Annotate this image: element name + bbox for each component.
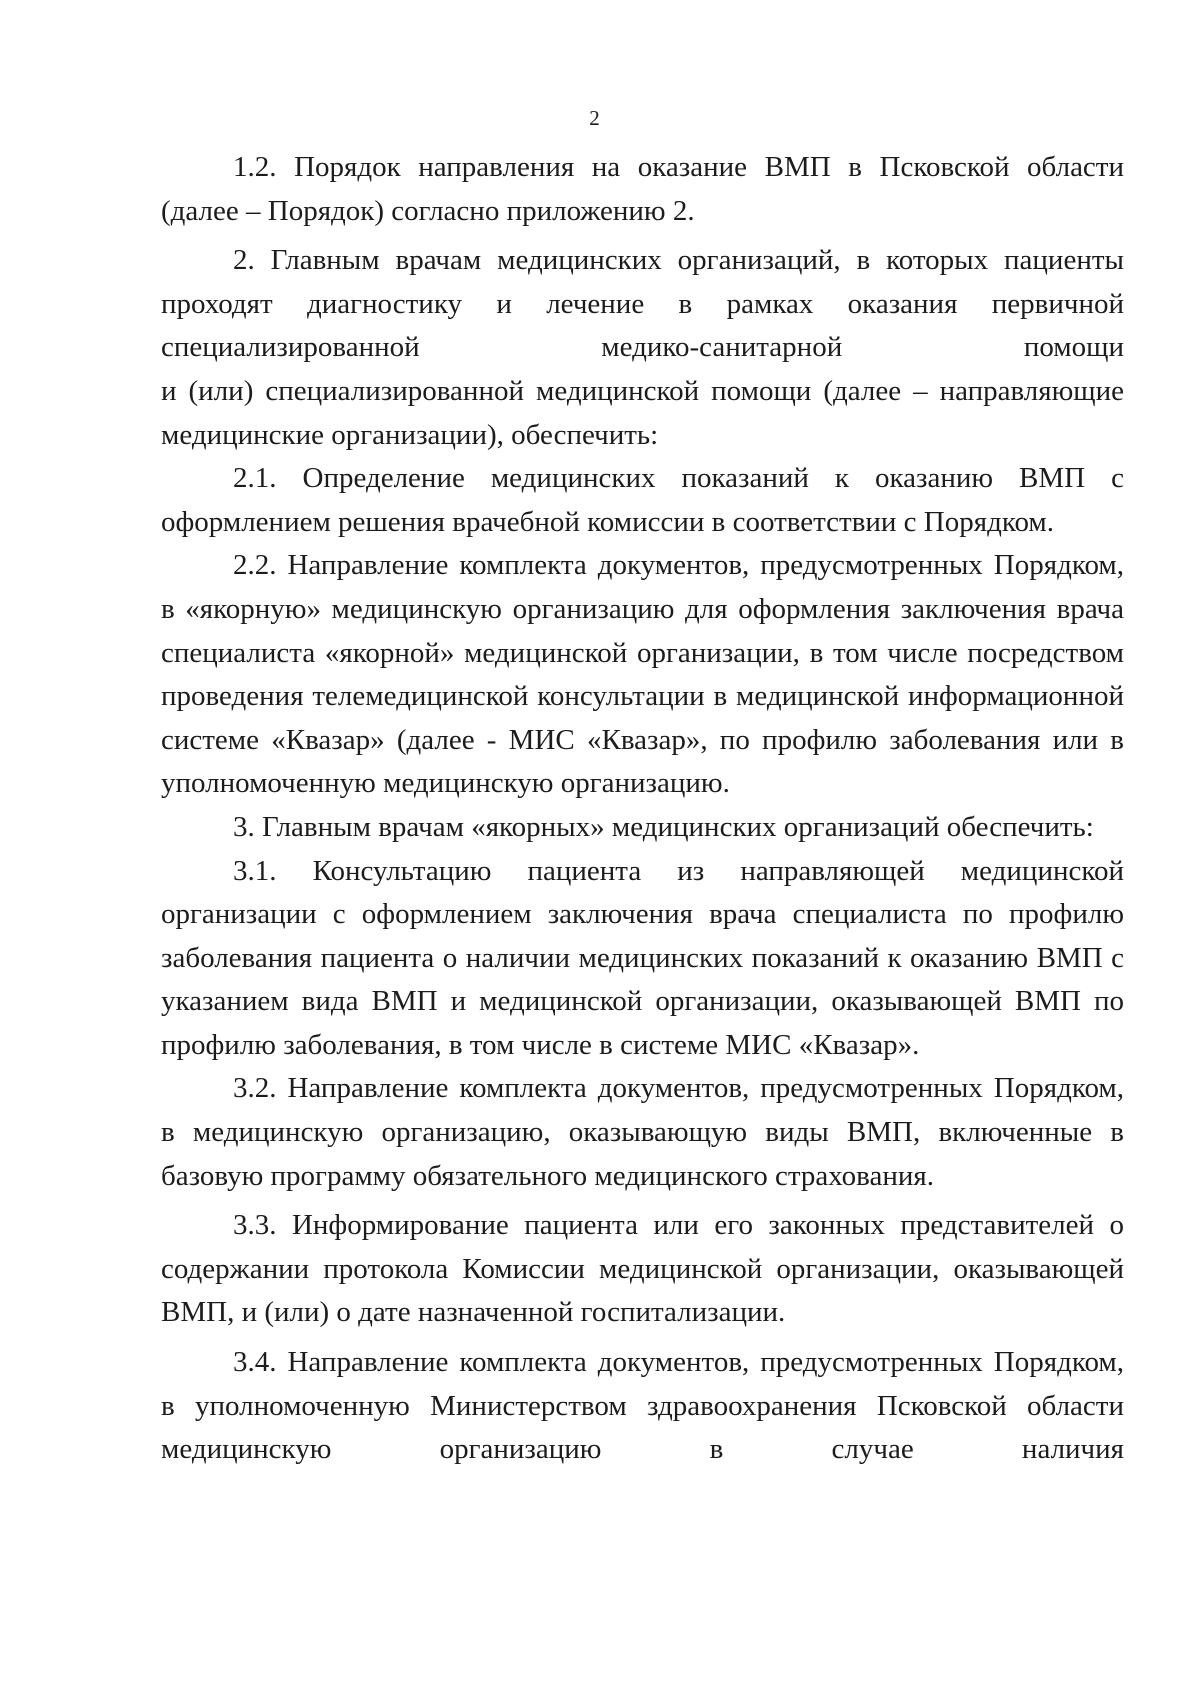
paragraph-1-2: 1.2. Порядок направления на оказание ВМП в Псковской области (далее – Порядок) согласно приложению 2. bbox=[161, 151, 1124, 227]
paragraph-3: 3. Главным врачам «якорных» медицинских организаций обеспечить: bbox=[233, 810, 1094, 843]
paragraph-2-1: 2.1. Определение медицинских показаний к оказанию ВМП с оформлением решения врачебной комиссии в соответствии с Порядком. bbox=[161, 462, 1124, 538]
paragraph-3-3: 3.3. Информирование пациента или его законных представителей о содержании протокола Комиссии медицинской организации, оказывающей ВМП, и (или) о дате назначенной госпитализации. bbox=[161, 1209, 1124, 1329]
paragraph-3-4: 3.4. Направление комплекта документов, предусмотренных Порядком, в уполномоченную Министерством здравоохранения Псковской области медицинскую организацию в случае наличия bbox=[161, 1346, 1124, 1466]
paragraph-3-1: 3.1. Консультацию пациента из направляющей медицинской организации с оформлением заключения врача специалиста по профилю заболевания пациента о наличии медицинских показаний к оказанию ВМП с указанием вида ВМП и медицинской организации, оказывающей ВМП по профилю заболевания, в том числе в системе МИС «Квазар». bbox=[161, 854, 1124, 1061]
document-body bbox=[161, 146, 1124, 1472]
paragraph-3-2: 3.2. Направление комплекта документов, предусмотренных Порядком, в медицинскую организацию, оказывающую виды ВМП, включенные в базовую программу обязательного медицинского страхования. bbox=[161, 1072, 1124, 1192]
page-number: 2 bbox=[589, 106, 600, 130]
paragraph-2: 2. Главным врачам медицинских организаций, в которых пациенты проходят диагностику и лечение в рамках оказания первичной специализированной медико-санитарной помощи bbox=[161, 244, 1124, 364]
paragraph-2-2: 2.2. Направление комплекта документов, предусмотренных Порядком, в «якорную» медицинскую организацию для оформления заключения врача специалиста «якорной» медицинской организации, в том числе посредством проведения телемедицинской консультации в медицинской информационной системе «Квазар» (далее - МИС «Квазар», по профилю заболевания или в уполномоченную медицинскую организацию. bbox=[161, 549, 1124, 800]
paragraph-2-continuation: и (или) специализированной медицинской помощи (далее – направляющие медицинские организации), обеспечить: bbox=[161, 374, 1124, 451]
